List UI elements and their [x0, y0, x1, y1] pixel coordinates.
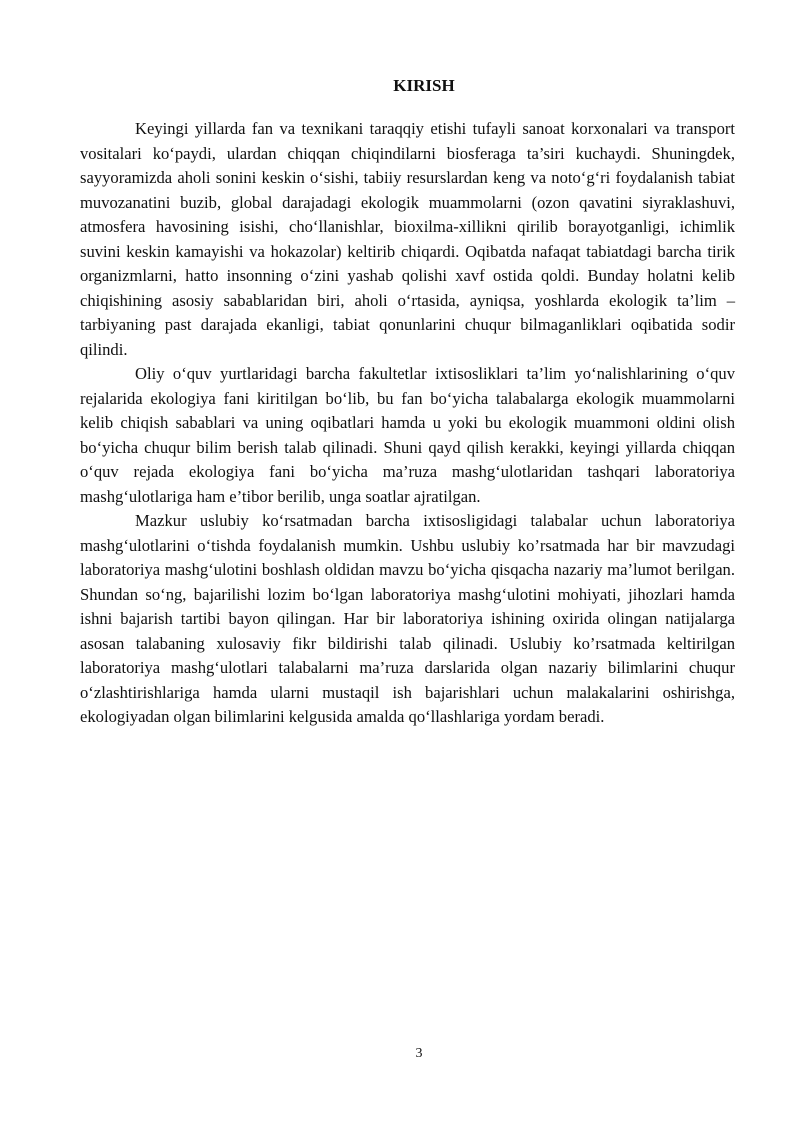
document-body	[80, 117, 735, 730]
page-title: KIRISH	[393, 76, 455, 95]
page-number: 3	[415, 1046, 423, 1061]
paragraph: Oliy o‘quv yurtlaridagi barcha fakultetlar ixtisosliklari ta’lim yo‘nalishlarining o‘quv rejalarida ekologiya fani kiritilgan bo‘lib, bu fan bo‘yicha talabalarga ekologik muammolarni kelib chiqish sabablari va uning oqibatlari hamda u yoki bu ekologik muammoni oldini olish bo‘yicha chuqur bilim berish talab qilinadi. Shuni qayd qilish kerakki, keyingi yillarda chiqqan o‘quv rejada ekologiya fani bo‘yicha ma’ruza mashg‘ulotlaridan tashqari laboratoriya mashg‘ulotlariga ham e’tibor berilib, unga soatlar ajratilgan.	[80, 364, 735, 506]
paragraph: Mazkur uslubiy ko‘rsatmadan barcha ixtisosligidagi talabalar uchun laboratoriya mashg‘ulotlarini o‘tishda foydalanish mumkin. Ushbu uslubiy ko’rsatmada har bir mavzudagi laboratoriya mashg‘ulotini boshlash oldidan mavzu bo‘yicha qisqacha nazariy ma’lumot berilgan. Shundan so‘ng, bajarilishi lozim bo‘lgan laboratoriya mashg‘ulotini mohiyati, jihozlari hamda ishni bajarish tartibi bayon qilingan. Har bir laboratoriya ishining oxirida olingan natijalarga asosan talabaning xulosaviy fikr bildirishi talab qilinadi. Uslubiy ko’rsatmada keltirilgan laboratoriya mashg‘ulotlari talabalarni ma’ruza darslarida olgan nazariy bilimlarini chuqur o‘zlashtirishlariga hamda ularni mustaqil ish bajarishlari uchun malakalarini oshirishga, ekologiyadan olgan bilimlarini kelgusida amalda qo‘llashlariga yordam beradi.	[80, 511, 735, 726]
paragraph: Keyingi yillarda fan va texnikani taraqqiy etishi tufayli sanoat korxonalari va transport vositalari ko‘paydi, ulardan chiqqan chiqindilarni biosferaga ta’siri kuchaydi. Shuningdek, sayyoramizda aholi sonini keskin o‘sishi, tabiiy resurslardan keng va noto‘g‘ri foydalanish tabiat muvozanatini buzib, global darajadagi ekologik muammolarni (ozon qavatini siyraklashuvi, atmosfera havosining isishi, cho‘llanishlar, bioxilma-xillikni qirilib borayotganligi, ichimlik suvini keskin kamayishi va hokazolar) keltirib chiqardi. Oqibatda nafaqat tabiatdagi barcha tirik organizmlarni, hatto insonning o‘zini yashab qolishi xavf ostida qoldi. Bunday holatni kelib chiqishining asosiy sabablaridan biri, aholi o‘rtasida, ayniqsa, yoshlarda ekologik ta’lim – tarbiyaning past darajada ekanligi, tabiat qonunlarini chuqur bilmaganliklari oqibatida sodir qilindi.	[80, 119, 735, 359]
